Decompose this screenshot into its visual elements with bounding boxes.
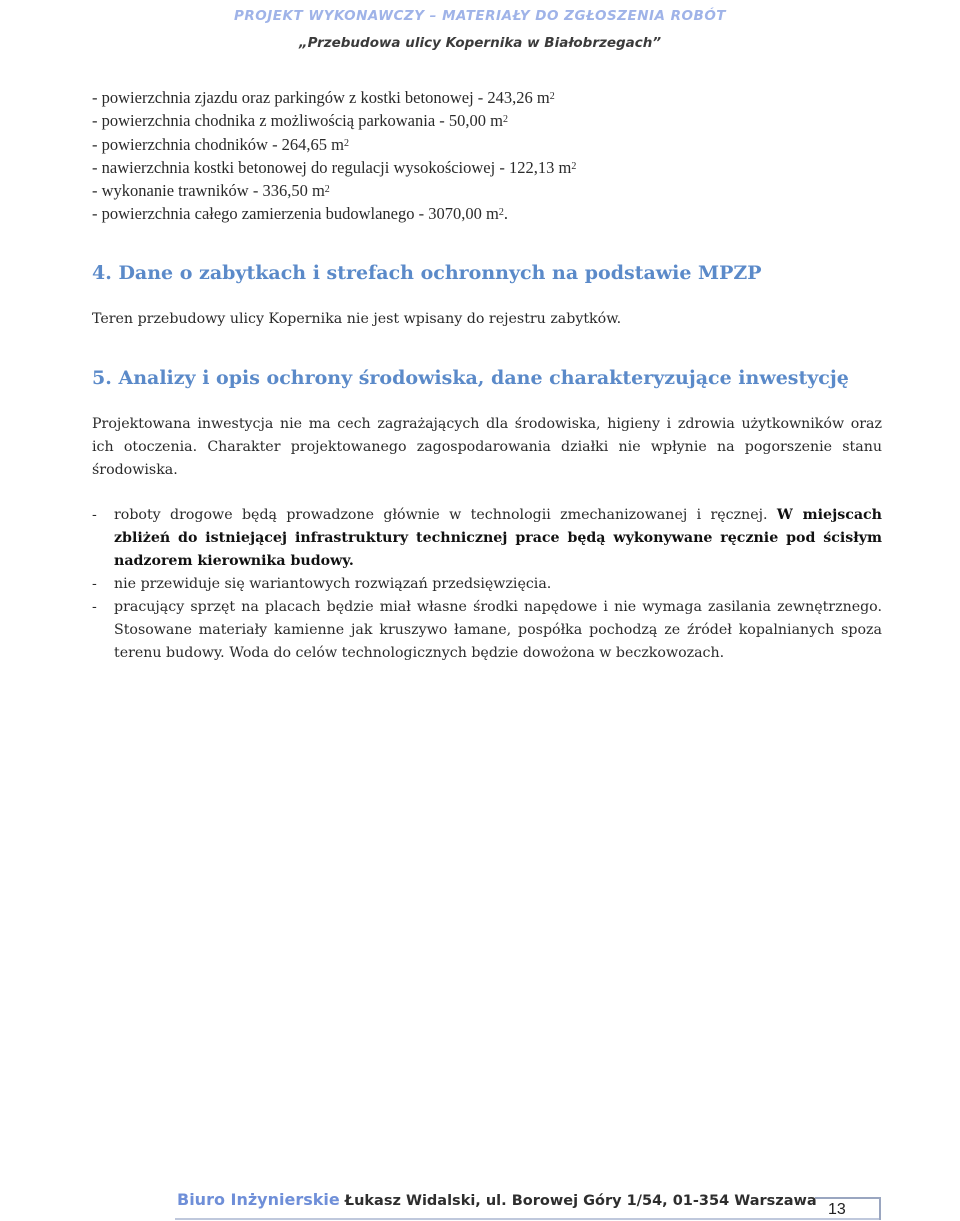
section-4-heading: 4. Dane o zabytkach i strefach ochronnych na podstawie MPZP bbox=[92, 261, 762, 284]
area-item: - powierzchnia chodnika z możliwością parkowania - 50,00 $m^2$ bbox=[92, 111, 508, 131]
header-project-subtitle: „Przebudowa ulicy Kopernika w Białobrzegach” bbox=[298, 35, 662, 51]
section-4-paragraph: Teren przebudowy ulicy Kopernika nie jest wpisany do rejestru zabytków. bbox=[92, 310, 622, 327]
area-item: - nawierzchnia kostki betonowej do regulacji wysokościowej - 122,13 $m^2$ bbox=[92, 157, 577, 177]
bullet-dash: - bbox=[92, 506, 97, 523]
page-number: 13 bbox=[828, 1201, 846, 1218]
bullet-bold-text: W miejscach zbliżeń do istniejącej infrastruktury technicznej prace będą wykonywane ręcznie pod ścisłym nadzorem kierownika budowy. bbox=[114, 506, 882, 569]
bullet-dash: - bbox=[92, 598, 97, 615]
bullet-text: nie przewiduje się wariantowych rozwiązań przedsięwzięcia. bbox=[114, 575, 552, 592]
footer-address-line: Łukasz Widalski, ul. Borowej Góry 1/54, 01-354 Warszawa bbox=[339, 1193, 817, 1209]
page-number-frame bbox=[815, 1197, 881, 1220]
bullet-item bbox=[92, 573, 882, 596]
bullet-item bbox=[92, 596, 882, 665]
area-item: - powierzchnia całego zamierzenia budowlanego - 3070,00 $m^2$. bbox=[92, 204, 508, 224]
area-item: - powierzchnia chodników - 264,65 $m^2$ bbox=[92, 134, 350, 154]
area-list bbox=[92, 86, 882, 226]
bullet-item bbox=[92, 504, 882, 573]
bullet-text: roboty drogowe będą prowadzone głównie w technologii zmechanizowanej i ręcznej. bbox=[114, 506, 777, 523]
footer-brand: Biuro Inżynierskie bbox=[177, 1190, 340, 1209]
header-project-title: PROJEKT WYKONAWCZY – MATERIAŁY DO ZGŁOSZENIA ROBÓT bbox=[233, 8, 727, 24]
footer-address bbox=[177, 1190, 817, 1209]
page-header bbox=[0, 6, 960, 54]
area-item: - wykonanie trawników - 336,50 $m^2$ bbox=[92, 181, 330, 201]
area-item: - powierzchnia zjazdu oraz parkingów z kostki betonowej - 243,26 $m^2$ bbox=[92, 88, 555, 107]
footer-divider bbox=[175, 1218, 880, 1220]
document-body bbox=[92, 86, 882, 665]
section-5-heading: 5. Analizy i opis ochrony środowiska, dane charakteryzujące inwestycję bbox=[92, 366, 849, 389]
section-5-bullet-list bbox=[92, 504, 882, 665]
page-footer bbox=[0, 1185, 960, 1221]
section-5-paragraph: Projektowana inwestycja nie ma cech zagrażających dla środowiska, higieny i zdrowia użytkowników oraz ich otoczenia. Charakter projektowanego zagospodarowania działki nie wpłynie na pogorszenie stanu środowiska. bbox=[92, 415, 882, 478]
bullet-text: pracujący sprzęt na placach będzie miał własne środki napędowe i nie wymaga zasilania zewnętrznego. Stosowane materiały kamienne jak kruszywo łamane, pospółka pochodzą ze źródeł kopalnianych spoza terenu budowy. Woda do celów technologicznych będzie dowożona w beczkowozach. bbox=[114, 598, 882, 661]
bullet-dash: - bbox=[92, 575, 97, 592]
